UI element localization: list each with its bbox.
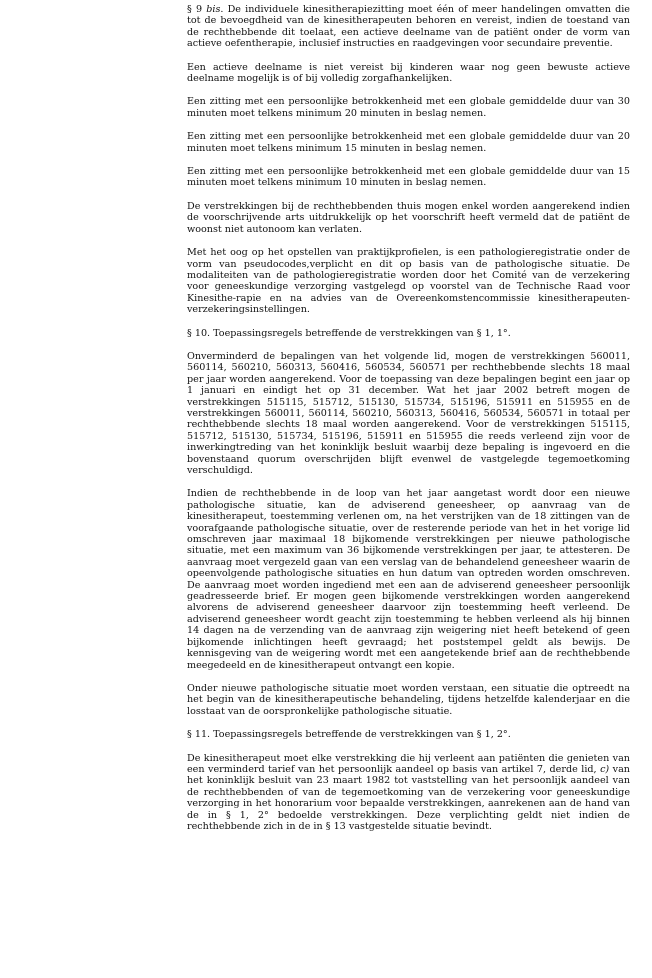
paragraph-home-treatment: De verstrekkingen bij de rechthebbenden thuis mogen enkel worden aangerekend indien de voorschrijvende arts uitdrukkelijk op het voorschrift heeft vermeld dat de patiënt de woonst niet autonoom kan verlaten. <box>187 200 630 235</box>
paragraph-text: . De individuele kinesitherapiezitting moet één of meer handelingen omvatten die tot de bevoegdheid van de kinesitherapeuten behoren en vereist, indien de toestand van de rechthebbende dit toelaat, een actieve deelname van de patiënt onder de vorm van actieve oefentherapie, inclusief instructies en raadgevingen voor secundaire preventie. <box>187 4 630 50</box>
paragraph-reduced-tariff <box>187 753 630 833</box>
emphasis-text: c) <box>600 763 610 775</box>
paragraph-new-pathology-definition: Onder nieuwe pathologische situatie moet worden verstaan, een situatie die optreedt na het begin van de kinesitherapeutische behandeling, tijdens hetzelfde kalenderjaar en die losstaat van de oorspronkelijke pathologische situatie. <box>187 682 630 717</box>
paragraph-quota-rules: Onverminderd de bepalingen van het volgende lid, mogen de verstrekkingen 560011, 560114, 560210, 560313, 560416, 560534, 560571 per rechthebbende slechts 18 maal per jaar worden aangerekend. Voor de toepassing van deze bepalingen begint een jaar op 1 januari en eindigt het op 31 december. Wat het jaar 2002 betreft mogen de verstrekkingen 515115, 515712, 515130, 515734, 515196, 515911 en 515955 en de verstrekkingen 560011, 560114, 560210, 560313, 560416, 560534, 560571 in totaal per rechthebbende slechts 18 maal worden aangerekend. Voor de verstrekkingen 515115, 515712, 515130, 515734, 515196, 515911 en 515955 die reeds verleend zijn voor de inwerkingtreding van het koninklijk besluit waarbij deze bepaling is ingevoerd en die bovenstaand quorum overschrijden blijft evenwel de vastgelegde tegemoetkoming verschuldigd. <box>187 350 630 476</box>
paragraph-session-20: Een zitting met een persoonlijke betrokkenheid met een globale gemiddelde duur van 20 minuten moet telkens minimum 15 minuten in beslag nemen. <box>187 131 630 154</box>
section-heading-11: § 11. Toepassingsregels betreffende de verstrekkingen van § 1, 2°. <box>187 729 511 741</box>
paragraph-pathology-registration: Met het oog op het opstellen van praktijkprofielen, is een pathologieregistratie onder de vorm van pseudocodes,verplicht en dit op basis van de pathologische situatie. De modaliteiten van de pathologieregistratie worden door het Comité van de verzekering voor geneeskundige verzorging vastgelegd op voorstel van de Technische Raad voor Kinesithe-rapie en na advies van de Overeenkomstencommissie kinesitherapeuten-verzekeringsinstellingen. <box>187 247 630 316</box>
emphasis-text: bis <box>206 4 221 15</box>
section-heading-10: § 10. Toepassingsregels betreffende de verstrekkingen van § 1, 1°. <box>187 327 511 339</box>
paragraph-session-15: Een zitting met een persoonlijke betrokkenheid met een globale gemiddelde duur van 15 minuten moet telkens minimum 10 minuten in beslag nemen. <box>187 166 630 189</box>
paragraph-new-pathology-request: Indien de rechthebbende in de loop van het jaar aangetast wordt door een nieuwe pathologische situatie, kan de adviserend geneesheer, op aanvraag van de kinesitherapeut, toestemming verlenen om, na het verstrijken van de 18 zittingen van de voorafgaande pathologische situatie, over de resterende periode van het in het vorige lid omschreven jaar maximaal 18 bijkomende verstrekkingen per nieuwe pathologische situatie, met een maximum van 36 bijkomende verstrekkingen per jaar, te attesteren. De aanvraag moet vergezeld gaan van een verslag van de behandelend geneesheer waarin de opeenvolgende pathologische situaties en hun datum van optreden worden omschreven. De aanvraag moet worden ingediend met een aan de adviserend geneesheer persoonlijk geadresseerde brief. Er mogen geen bijkomende verstrekkingen worden aangerekend alvorens de adviserend geneesheer daarvoor zijn toestemming heeft verleend. De adviserend geneesheer wordt geacht zijn toestemming te hebben verleend als hij binnen 14 dagen na de verzending van de aanvraag zijn weigering niet heeft betekend of geen bijkomende inlichtingen heeft gevraagd; het poststempel geldt als bewijs. De kennisgeving van de weigering wordt met een aangetekende brief aan de rechthebbende meegedeeld en de kinesitherapeut ontvangt een kopie. <box>187 488 630 671</box>
paragraph-text: § 9 <box>187 4 207 15</box>
paragraph-text: De kinesitherapeut moet elke verstrekking die hij verleent aan patiënten die genieten van een verminderd tarief van het persoonlijk aandeel op basis van artikel 7, derde lid, <box>187 752 630 775</box>
paragraph-text: van het koninklijk besluit van 23 maart 1982 tot vaststelling van het persoonlijk aandeel van de rechthebbenden of van de tegemoetkoming van de verzekering voor geneeskundige verzorging in het honorarium voor bepaalde verstrekkingen, aanrekenen aan de hand van de in § 1, 2° bedoelde verstrekkingen. Deze verplichting geldt niet indien de rechthebbende zich in de in § 13 vastgestelde situatie bevindt. <box>187 763 630 832</box>
document-page <box>187 4 630 844</box>
paragraph-session-30: Een zitting met een persoonlijke betrokkenheid met een globale gemiddelde duur van 30 minuten moet telkens minimum 20 minuten in beslag nemen. <box>187 96 630 119</box>
paragraph-active-participation: Een actieve deelname is niet vereist bij kinderen waar nog geen bewuste actieve deelname mogelijk is of bij volledig zorgafhankelijken. <box>187 61 630 85</box>
paragraph-9bis <box>187 4 630 50</box>
